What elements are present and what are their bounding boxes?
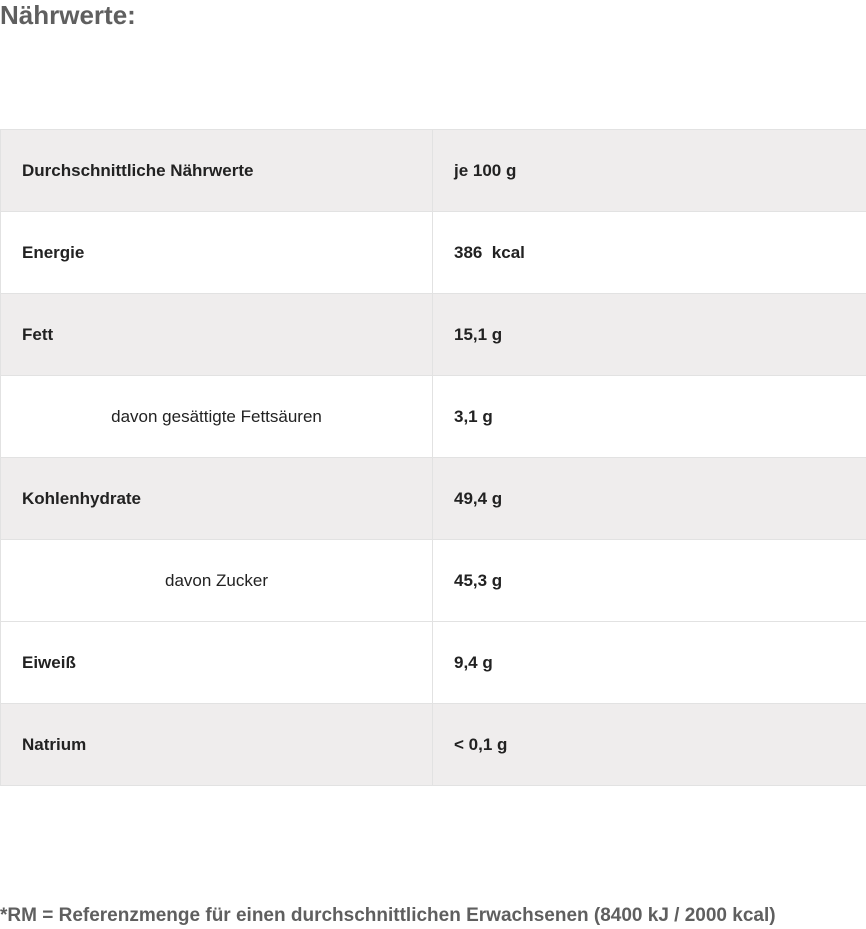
nutrient-value: 9,4 g [433, 622, 866, 704]
nutrition-table [0, 129, 866, 786]
nutrient-value: < 0,1 g [433, 704, 866, 786]
nutrient-value: 45,3 g [433, 540, 866, 622]
nutrient-label: Durchschnittliche Nährwerte [1, 130, 433, 212]
nutrient-label: Energie [1, 212, 433, 294]
nutrient-label: Eiweiß [1, 622, 433, 704]
table-row [1, 622, 866, 704]
nutrient-value: 49,4 g [433, 458, 866, 540]
table-row [1, 540, 866, 622]
nutrient-label: Natrium [1, 704, 433, 786]
nutrient-value: 386 kcal [433, 212, 866, 294]
table-row [1, 212, 866, 294]
nutrient-label: Kohlenhydrate [1, 458, 433, 540]
nutrient-sublabel: davon gesättigte Fettsäuren [1, 376, 433, 458]
table-row-header [1, 130, 866, 212]
table-row [1, 294, 866, 376]
page-title: Nährwerte: [0, 0, 136, 30]
nutrient-value: 15,1 g [433, 294, 866, 376]
nutrient-value: je 100 g [433, 130, 866, 212]
footnote: *RM = Referenzmenge für einen durchschnittlichen Erwachsenen (8400 kJ / 2000 kcal) [0, 905, 776, 926]
nutrient-value: 3,1 g [433, 376, 866, 458]
nutrient-label: Fett [1, 294, 433, 376]
table-row [1, 704, 866, 786]
nutrient-sublabel: davon Zucker [1, 540, 433, 622]
table-row [1, 458, 866, 540]
table-row [1, 376, 866, 458]
